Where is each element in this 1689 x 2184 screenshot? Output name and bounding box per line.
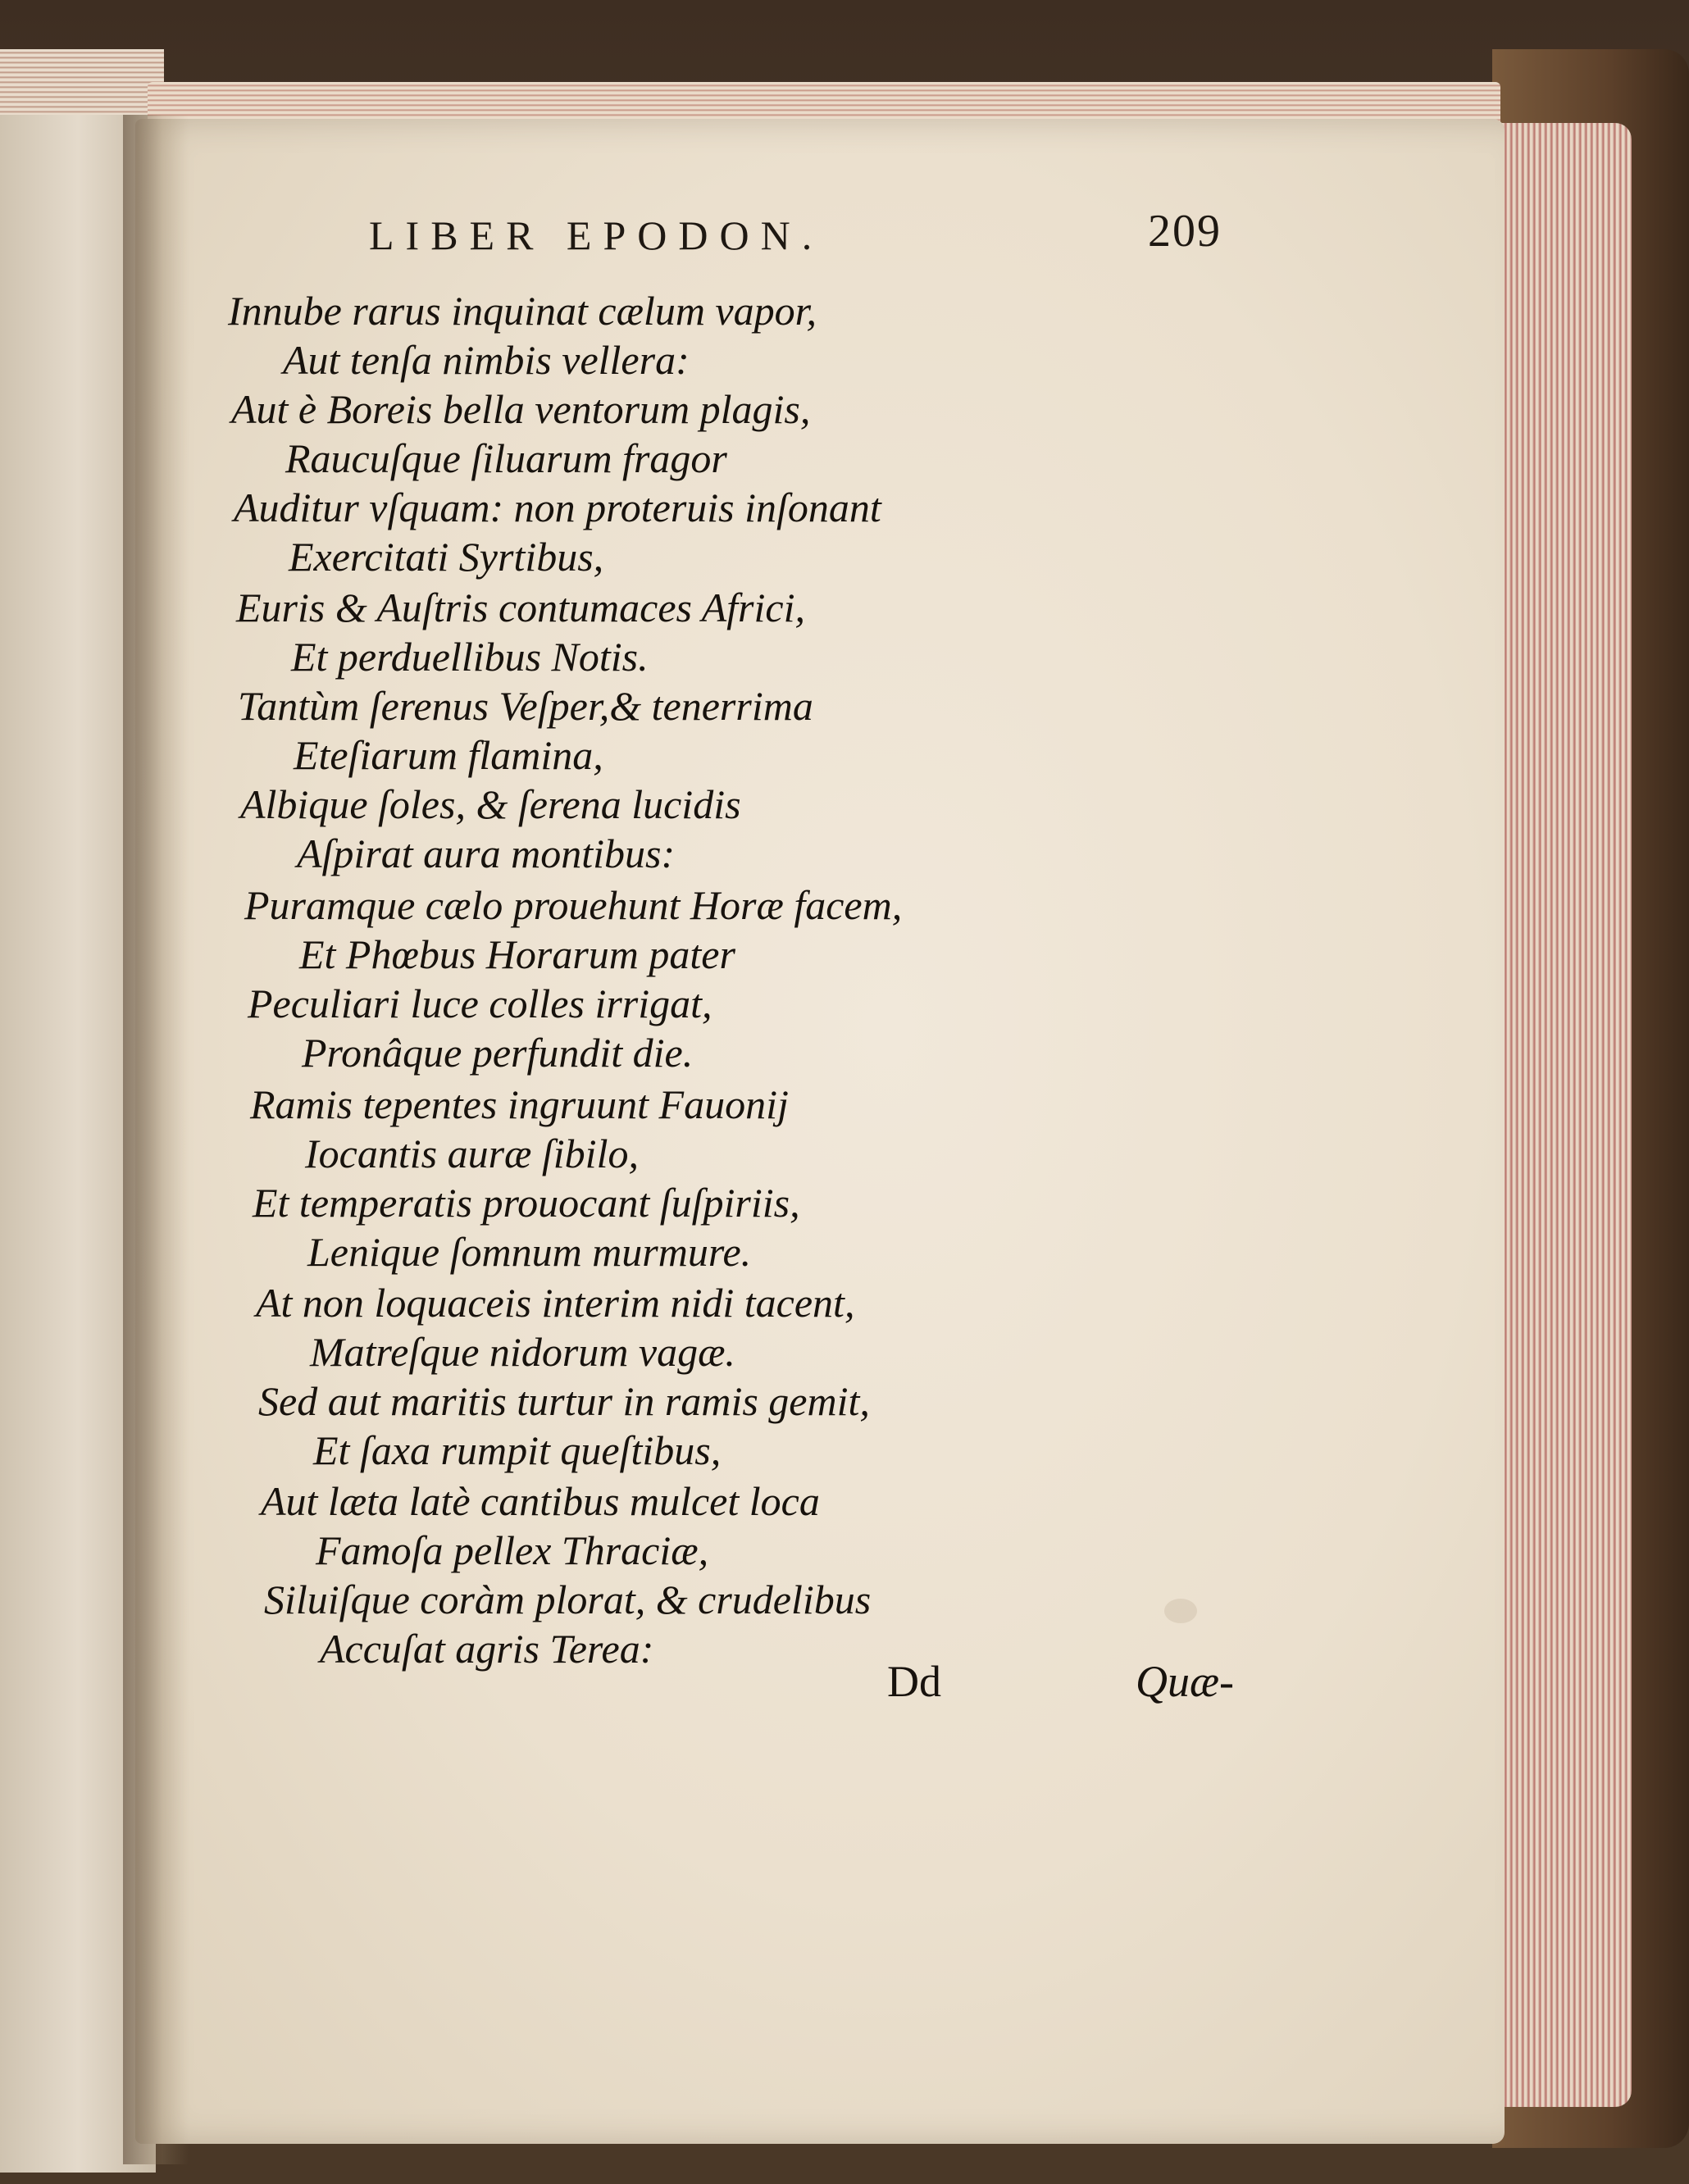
verse-line: Albique ſoles, & ſerena lucidis: [240, 781, 741, 827]
verse-line: Aut è Boreis bella ventorum plagis,: [231, 386, 811, 432]
verse-line: Pronâque perfundit die.: [302, 1030, 694, 1076]
verse-line: Peculiari luce colles irrigat,: [248, 981, 712, 1026]
verse-line: Siluiſque coràm plorat, & crudelibus: [264, 1577, 872, 1622]
verse-line: Aut tenſa nimbis vellera:: [283, 337, 690, 383]
verse-line: Aut læta latè cantibus mulcet loca: [261, 1478, 820, 1524]
verse-line: Famoſa pellex Thraciæ,: [316, 1527, 709, 1573]
verse-line: Et Phœbus Horarum pater: [299, 931, 735, 977]
verse-line: Exercitati Syrtibus,: [289, 534, 604, 580]
verse-line: At non loquaceis interim nidi tacent,: [256, 1280, 855, 1326]
catchword: Quæ-: [1136, 1657, 1234, 1706]
verse-line: Accuſat agris Terea:: [320, 1626, 654, 1672]
verse-line: Matreſque nidorum vagæ.: [310, 1329, 735, 1375]
verse-line: Et temperatis prouocant ſuſpiriis,: [253, 1180, 800, 1226]
verse-line: Ramis tepentes ingruunt Fauonij: [250, 1081, 789, 1127]
verse-line: Innube rarus inquinat cælum vapor,: [228, 288, 817, 334]
verse-line: Eteſiarum flamina,: [294, 732, 603, 778]
signature-mark: Dd: [887, 1657, 941, 1706]
running-title: LIBER EPODON.: [369, 212, 824, 258]
verse-line: Puramque cælo prouehunt Horæ facem,: [244, 882, 903, 928]
verse-line: Et ſaxa rumpit queſtibus,: [313, 1427, 722, 1473]
verse-line: Tantùm ſerenus Veſper,& tenerrima: [238, 683, 813, 729]
verse-line: Lenique ſomnum murmure.: [307, 1229, 752, 1275]
verse-line: Sed aut maritis turtur in ramis gemit,: [258, 1378, 870, 1424]
verse-line: Aſpirat aura montibus:: [297, 830, 676, 876]
verse-line: Et perduellibus Notis.: [291, 634, 649, 680]
verse-line: Iocantis auræ ſibilo,: [305, 1131, 639, 1176]
verse-line: Auditur vſquam: non proteruis inſonant: [234, 485, 881, 530]
page-number: 209: [1148, 206, 1222, 257]
verse-line: Raucuſque ſiluarum fragor: [285, 435, 727, 481]
verse-line: Euris & Auſtris contumaces Africi,: [236, 585, 805, 630]
